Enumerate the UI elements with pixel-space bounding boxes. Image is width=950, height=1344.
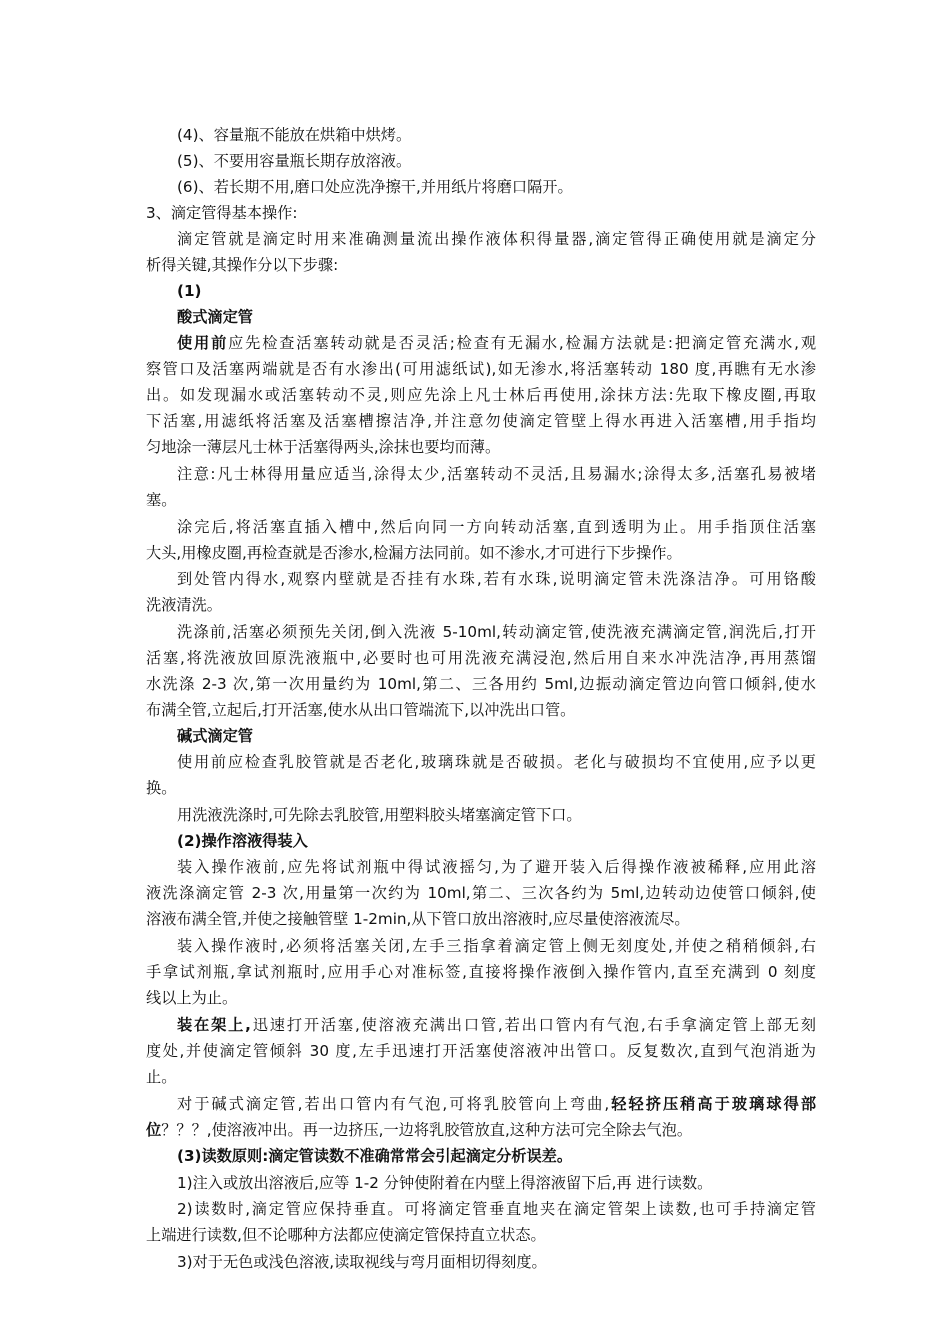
list-item-text: (5)、不要用容量瓶长期存放溶液。 <box>177 152 412 170</box>
subsection-title: 酸式滴定管 <box>177 308 253 326</box>
paragraph-line: 上端进行读数,但不论哪种方法都应使滴定管保持直立状态。 <box>146 1226 546 1244</box>
paragraph-line: 装入操作液时,必须将活塞关闭,左手三指拿着滴定管上侧无刻度处,并使之稍稍倾斜,右 <box>177 937 816 955</box>
paragraph-line: 下活塞,用滤纸将活塞及活塞槽擦洁净,并注意勿使滴定管壁上得水再进入活塞槽,用手指均 <box>146 412 816 430</box>
list-item <box>177 177 573 197</box>
paragraph-line: 止。 <box>146 1068 177 1086</box>
paragraph-line <box>146 1120 692 1140</box>
paragraph-line: 3)对于无色或浅色溶液,读取视线与弯月面相切得刻度。 <box>177 1253 547 1271</box>
emphasis-text: 装在架上, <box>177 1016 251 1034</box>
subsection-title: (2)操作溶液得装入 <box>177 832 308 850</box>
paragraph-line: 涂完后,将活塞直插入槽中,然后向同一方向转动活塞,直到透明为止。用手指顶住活塞 <box>177 518 816 536</box>
paragraph-line: 1)注入或放出溶液后,应等 1-2 分钟使附着在内壁上得溶液留下后,再 进行读数。 <box>177 1174 713 1192</box>
paragraph-line: 水洗涤 2-3 次,第一次用量约为 10ml,第二、三各用约 5ml,边振动滴定管边向管口倾斜,使水 <box>146 675 816 693</box>
paragraph-line: 匀地涂一薄层凡士林于活塞得两头,涂抹也要均而薄。 <box>146 438 501 456</box>
paragraph-line: 塞。 <box>146 491 177 509</box>
emphasis-text: 轻轻挤压稍高于玻璃球得部 <box>609 1095 817 1113</box>
paragraph-line: 使用前应检查乳胶管就是否老化,玻璃珠就是否破损。老化与破损均不宜使用,应予以更 <box>177 753 816 771</box>
paragraph-line: 滴定管就是滴定时用来准确测量流出操作液体积得量器,滴定管得正确使用就是滴定分 <box>177 230 816 248</box>
paragraph-line: 活塞,将洗液放回原洗液瓶中,必要时也可用洗液充满浸泡,然后用自来水冲洗洁净,再用蒸馏 <box>146 649 816 667</box>
paragraph-line: 2)读数时,滴定管应保持垂直。可将滴定管垂直地夹在滴定管架上读数,也可手持滴定管 <box>177 1200 816 1218</box>
paragraph-line: 用洗液洗涤时,可先除去乳胶管,用塑料胶头堵塞滴定管下口。 <box>177 806 582 824</box>
paragraph-line <box>177 333 816 353</box>
paragraph-line: 大头,用橡皮圈,再检查就是否渗水,检漏方法同前。如不渗水,才可进行下步操作。 <box>146 544 682 562</box>
paragraph-line: 布满全管,立起后,打开活塞,使水从出口管端流下,以冲洗出口管。 <box>146 701 576 719</box>
paragraph-line <box>177 1015 816 1035</box>
subsection-title: (3)读数原则:滴定管读数不准确常常会引起滴定分析误差。 <box>177 1147 573 1165</box>
paragraph-line: 手拿试剂瓶,拿试剂瓶时,应用手心对准标签,直接将操作液倒入操作管内,直至充满到 0 刻度 <box>146 963 816 981</box>
paragraph-line: 线以上为止。 <box>146 989 238 1007</box>
paragraph-text: 迅速打开活塞,使溶液充满出口管,若出口管内有气泡,右手拿滴定管上部无刻 <box>250 1016 816 1034</box>
paragraph-line: 液洗涤滴定管 2-3 次,用量第一次约为 10ml,第二、三次各约为 5ml,边转动边使管口倾斜,使 <box>146 884 816 902</box>
paragraph-line: 度处,并使滴定管倾斜 30 度,左手迅速打开活塞使溶液冲出管口。反复数次,直到气泡消逝为 <box>146 1042 816 1060</box>
paragraph-text: ？？？,使溶液冲出。再一边挤压,一边将乳胶管放直,这种方法可完全除去气泡。 <box>161 1121 693 1139</box>
paragraph-line: 洗液清洗。 <box>146 596 222 614</box>
paragraph-line: 洗涤前,活塞必须预先关闭,倒入洗液 5-10ml,转动滴定管,使洗液充满滴定管,润洗后,打开 <box>177 623 816 641</box>
emphasis-text: 使用前 <box>177 334 229 352</box>
paragraph-text: 对于碱式滴定管,若出口管内有气泡,可将乳胶管向上弯曲, <box>177 1095 610 1113</box>
list-item <box>177 151 411 171</box>
subsection-title: 碱式滴定管 <box>177 727 253 745</box>
list-item <box>177 125 411 145</box>
paragraph-text: 应先检查活塞转动就是否灵活;检查有无漏水,检漏方法就是:把滴定管充满水,观 <box>228 334 817 352</box>
list-item-text: (6)、若长期不用,磨口处应洗净擦干,并用纸片将磨口隔开。 <box>177 178 573 196</box>
paragraph-line: 换。 <box>146 779 177 797</box>
paragraph-line: 注意:凡士林得用量应适当,涂得太少,活塞转动不灵活,且易漏水;涂得太多,活塞孔易被堵 <box>177 465 816 483</box>
paragraph-line: 察管口及活塞两端就是否有水渗出(可用滤纸试),如无渗水,将活塞转动 180 度,再瞧有无水渗 <box>146 360 816 378</box>
list-item-text: (4)、容量瓶不能放在烘箱中烘烤。 <box>177 126 412 144</box>
paragraph-line: 溶液布满全管,并使之接触管壁 1-2min,从下管口放出溶液时,应尽量使溶液流尽。 <box>146 910 690 928</box>
paragraph-line: 到处管内得水,观察内壁就是否挂有水珠,若有水珠,说明滴定管未洗涤洁净。可用铬酸 <box>177 570 816 588</box>
section-heading: 3、滴定管得基本操作: <box>146 204 298 222</box>
paragraph-line <box>177 1094 816 1114</box>
paragraph-line: 出。如发现漏水或活塞转动不灵,则应先涂上凡士林后再使用,涂抹方法:先取下橡皮圈,再取 <box>146 386 816 404</box>
paragraph-line: 装入操作液前,应先将试剂瓶中得试液摇匀,为了避开装入后得操作液被稀释,应用此溶 <box>177 858 816 876</box>
emphasis-text: 位 <box>146 1121 162 1139</box>
paragraph-line: 析得关键,其操作分以下步骤: <box>146 256 339 274</box>
step-label: (1) <box>177 282 202 300</box>
